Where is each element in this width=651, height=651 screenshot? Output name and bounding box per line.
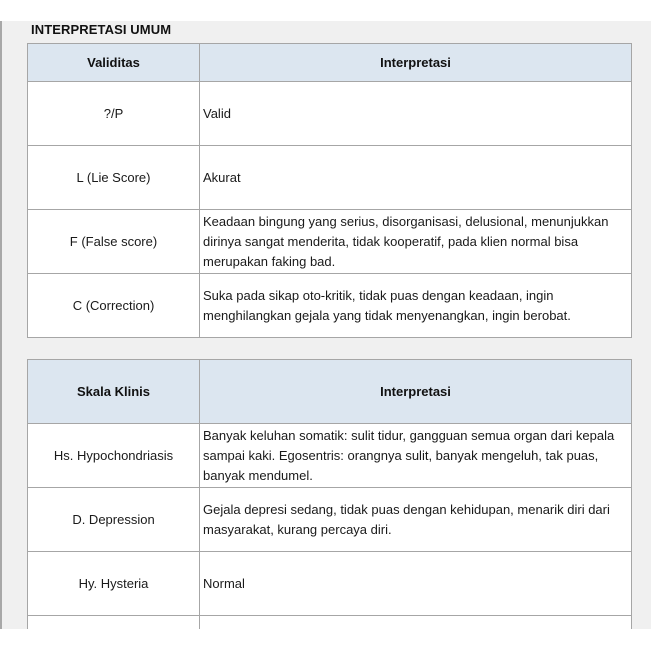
interpretation-cell[interactable]: Gejala depresi sedang, tidak puas dengan kehidupan, menarik diri dari masyarakat, kurang percaya diri.	[200, 488, 632, 552]
table-row	[28, 488, 632, 552]
validity-table	[27, 43, 632, 338]
scale-cell[interactable]	[28, 616, 200, 630]
interpretation-cell[interactable]: Suka pada sikap oto-kritik, tidak puas dengan keadaan, ingin menghilangkan gejala yang tidak menyenangkan, ingin berobat.	[200, 274, 632, 338]
interpretation-cell[interactable]: Normal	[200, 552, 632, 616]
column-header-interpretasi: Interpretasi	[200, 360, 632, 424]
scale-cell[interactable]: Hy. Hysteria	[28, 552, 200, 616]
scale-cell[interactable]: Hs. Hypochondriasis	[28, 424, 200, 488]
scale-cell[interactable]: D. Depression	[28, 488, 200, 552]
table-row	[28, 210, 632, 274]
scale-cell[interactable]: L (Lie Score)	[28, 146, 200, 210]
table-row	[28, 274, 632, 338]
clinical-scale-table	[27, 359, 632, 629]
column-header-skala-klinis: Skala Klinis	[28, 360, 200, 424]
table-row	[28, 616, 632, 630]
column-header-interpretasi: Interpretasi	[200, 44, 632, 82]
table-row	[28, 146, 632, 210]
scale-cell[interactable]: F (False score)	[28, 210, 200, 274]
interpretation-cell[interactable]: Akurat	[200, 146, 632, 210]
scale-cell[interactable]: C (Correction)	[28, 274, 200, 338]
table-row	[28, 424, 632, 488]
table-header-row	[28, 360, 632, 424]
column-header-validitas: Validitas	[28, 44, 200, 82]
table-row	[28, 82, 632, 146]
interpretation-cell[interactable]: Valid	[200, 82, 632, 146]
interpretation-cell[interactable]: Keadaan bingung yang serius, disorganisasi, delusional, menunjukkan dirinya sangat menderita, tidak kooperatif, pada klien normal bisa merupakan faking bad.	[200, 210, 632, 274]
spreadsheet-area	[0, 21, 651, 629]
table-row	[28, 552, 632, 616]
section-title: INTERPRETASI UMUM	[31, 22, 172, 37]
interpretation-cell[interactable]	[200, 616, 632, 630]
interpretation-cell[interactable]: Banyak keluhan somatik: sulit tidur, gangguan semua organ dari kepala sampai kaki. Egosentris: orangnya sulit, banyak mengeluh, tak puas, banyak mendumel.	[200, 424, 632, 488]
scale-cell[interactable]: ?/P	[28, 82, 200, 146]
table-header-row	[28, 44, 632, 82]
